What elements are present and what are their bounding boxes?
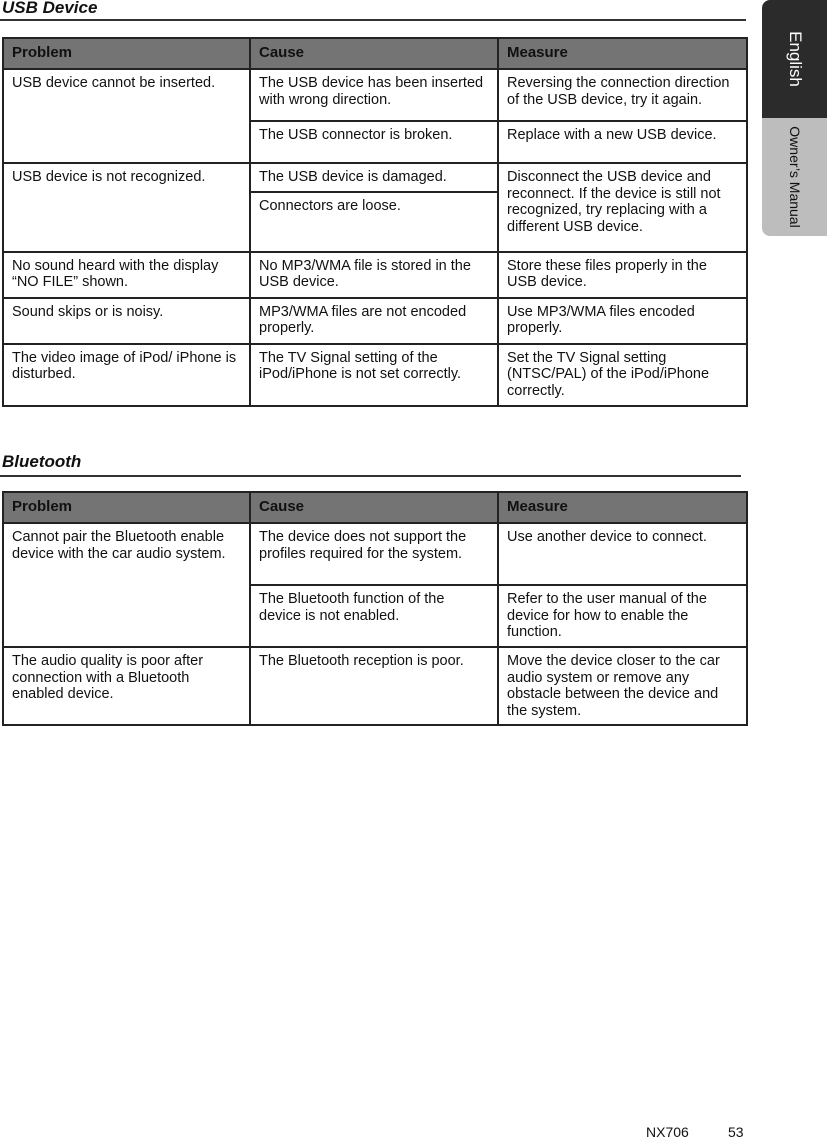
table-row [3,69,747,121]
measure-cell: Use MP3/WMA files encoded properly. [498,298,747,344]
language-tab [762,0,827,118]
table-header-row [3,38,747,69]
cause-cell: The TV Signal setting of the iPod/iPhone is not set correctly. [250,344,498,406]
problem-cell: The video image of iPod/ iPhone is disturbed. [3,344,250,406]
table-row [3,298,747,344]
bluetooth-section-rule [0,475,741,477]
table-row [3,523,747,585]
problem-cell: USB device cannot be inserted. [3,69,250,163]
measure-cell: Replace with a new USB device. [498,121,747,163]
problem-cell: Sound skips or is noisy. [3,298,250,344]
usb-section-title: USB Device [2,0,98,17]
cause-cell: Connectors are loose. [250,192,498,252]
problem-cell: USB device is not recognized. [3,163,250,252]
page-number: 53 [728,1124,744,1140]
owners-manual-tab-label: Owner’s Manual [786,126,803,228]
problem-cell: No sound heard with the display “NO FILE” shown. [3,252,250,298]
usb-section-rule [0,19,746,21]
measure-cell: Refer to the user manual of the device for how to enable the function. [498,585,747,647]
cause-cell: The Bluetooth function of the device is not enabled. [250,585,498,647]
owners-manual-tab [762,118,827,236]
measure-cell: Set the TV Signal setting (NTSC/PAL) of the iPod/iPhone correctly. [498,344,747,406]
cause-cell: The Bluetooth reception is poor. [250,647,498,725]
header-measure: Measure [498,38,747,69]
cause-cell: The USB device has been inserted with wrong direction. [250,69,498,121]
measure-cell: Disconnect the USB device and reconnect. If the device is still not recognized, try replacing with a different USB device. [498,163,747,252]
language-tab-label: English [785,31,805,87]
cause-cell: MP3/WMA files are not encoded properly. [250,298,498,344]
measure-cell: Store these files properly in the USB device. [498,252,747,298]
header-measure: Measure [498,492,747,523]
header-problem: Problem [3,492,250,523]
usb-troubleshooting-table [2,37,748,407]
header-cause: Cause [250,38,498,69]
measure-cell: Use another device to connect. [498,523,747,585]
model-number: NX706 [646,1124,689,1140]
problem-cell: Cannot pair the Bluetooth enable device with the car audio system. [3,523,250,647]
measure-cell: Move the device closer to the car audio system or remove any obstacle between the device and the system. [498,647,747,725]
table-row [3,163,747,192]
bluetooth-troubleshooting-table [2,491,748,726]
header-problem: Problem [3,38,250,69]
table-row [3,252,747,298]
cause-cell: No MP3/WMA file is stored in the USB device. [250,252,498,298]
cause-cell: The USB device is damaged. [250,163,498,192]
table-row [3,344,747,406]
cause-cell: The device does not support the profiles required for the system. [250,523,498,585]
cause-cell: The USB connector is broken. [250,121,498,163]
problem-cell: The audio quality is poor after connection with a Bluetooth enabled device. [3,647,250,725]
table-header-row [3,492,747,523]
bluetooth-section-title: Bluetooth [2,452,82,471]
table-row [3,647,747,725]
measure-cell: Reversing the connection direction of the USB device, try it again. [498,69,747,121]
header-cause: Cause [250,492,498,523]
